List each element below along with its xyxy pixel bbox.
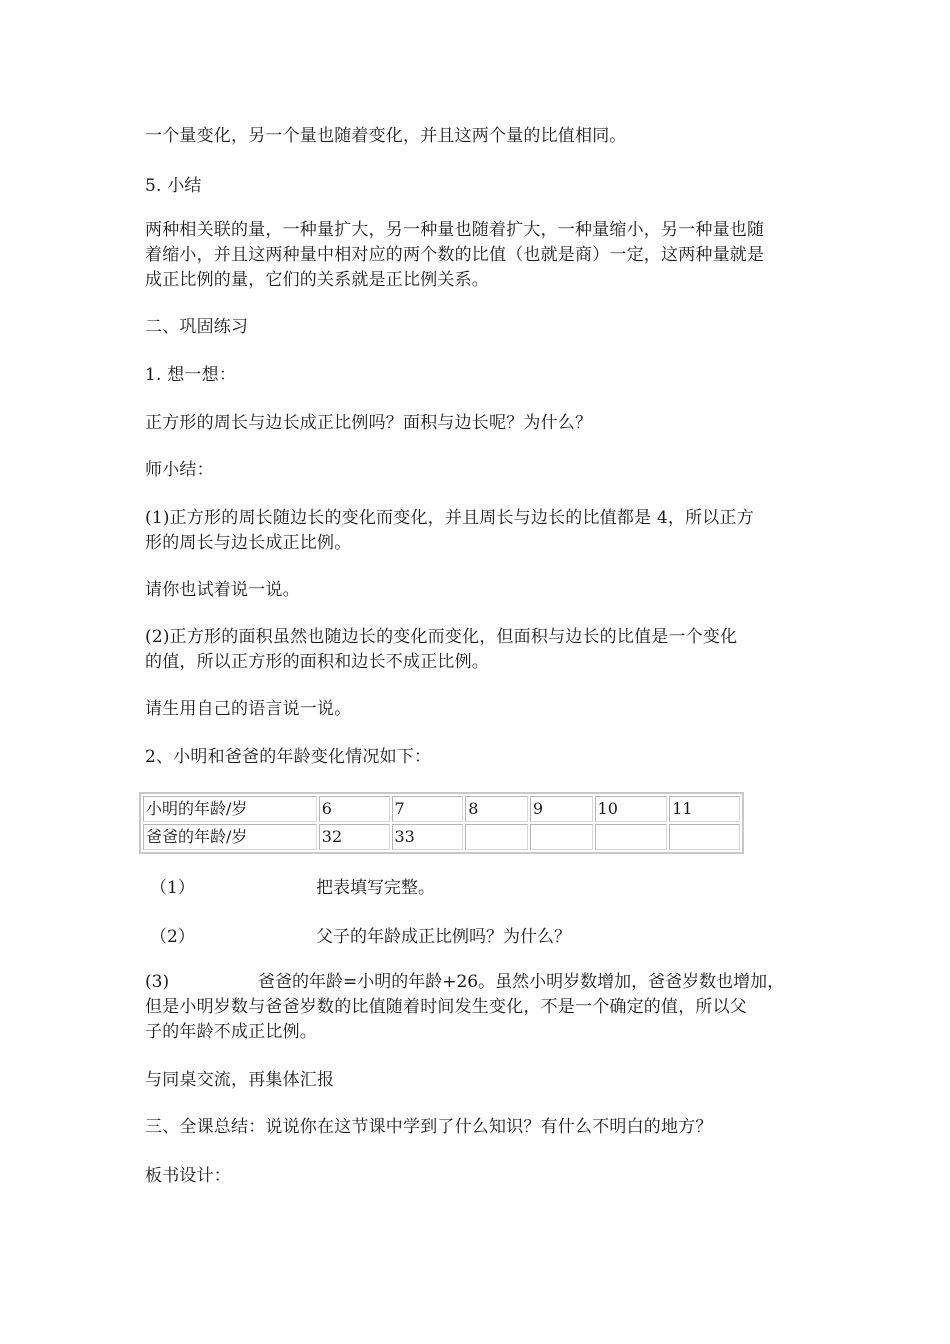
table-cell (465, 824, 528, 850)
paragraph-line: 但是小明岁数与爸爸岁数的比值随着时间发生变化，不是一个确定的值，所以父 (145, 997, 747, 1017)
question-number: (3) (145, 972, 170, 992)
table-cell (595, 824, 668, 850)
question-line: 正方形的周长与边长成正比例吗？面积与边长呢？为什么？ (145, 413, 593, 433)
paragraph-line: 一个量变化，另一个量也随着变化，并且这两个量的比值相同。 (145, 126, 627, 146)
question-text: 爸爸的年龄=小明的年龄+26。虽然小明岁数增加，爸爸岁数也增加， (258, 972, 785, 992)
table-cell: 8 (465, 796, 528, 822)
section-heading: 5. 小结 (145, 176, 202, 196)
table-cell: 9 (530, 796, 593, 822)
answer-paragraph (145, 625, 810, 675)
paragraph-line: 板书设计： (145, 1166, 231, 1186)
table-cell: 32 (319, 824, 390, 850)
age-table (139, 792, 744, 854)
paragraph-line: 的值，所以正方形的面积和边长不成正比例。 (145, 652, 489, 672)
paragraph-line: 与同桌交流，再集体汇报 (145, 1070, 335, 1090)
paragraph-line: (1)正方形的周长随边长的变化而变化，并且周长与边长的比值都是 4，所以正方 (145, 508, 754, 528)
paragraph-line: 成正比例的量，它们的关系就是正比例关系。 (145, 270, 489, 290)
paragraph-line: 师小结： (145, 460, 214, 480)
paragraph-line: 形的周长与边长成正比例。 (145, 533, 352, 553)
table-cell: 33 (392, 824, 464, 850)
paragraph-line: 着缩小，并且这两种量中相对应的两个数的比值（也就是商）一定，这两种量就是 (145, 245, 765, 265)
subsection-heading: 1. 想一想： (145, 365, 237, 385)
table-cell: 10 (595, 796, 668, 822)
question-number: （1） (150, 878, 195, 898)
row-label: 爸爸的年龄/岁 (143, 824, 317, 850)
paragraph-line: 两种相关联的量，一种量扩大，另一种量也随着扩大，一种量缩小，另一种量也随 (145, 220, 765, 240)
section-heading: 三、全课总结：说说你在这节课中学到了什么知识？有什么不明白的地方？ (145, 1117, 713, 1137)
table-cell: 7 (392, 796, 464, 822)
question-text: 父子的年龄成正比例吗？为什么？ (316, 927, 571, 947)
table-cell: 6 (319, 796, 390, 822)
table-cell: 11 (669, 796, 740, 822)
table-row (143, 824, 740, 850)
paragraph-line: 请生用自己的语言说一说。 (145, 699, 352, 719)
question-text: 把表填写完整。 (316, 878, 435, 898)
answer-paragraph (145, 506, 810, 556)
paragraph-line: 2、小明和爸爸的年龄变化情况如下： (145, 747, 432, 767)
paragraph-line: 子的年龄不成正比例。 (145, 1022, 317, 1042)
table-row (143, 796, 740, 822)
table-cell (530, 824, 593, 850)
paragraph-line: (2)正方形的面积虽然也随边长的变化而变化，但面积与边长的比值是一个变化 (145, 627, 738, 647)
summary-paragraph (145, 218, 810, 293)
answer-paragraph (145, 995, 810, 1045)
paragraph-line: 请你也试着说一说。 (145, 580, 300, 600)
question-number: （2） (150, 927, 195, 947)
table-cell (669, 824, 740, 850)
row-label: 小明的年龄/岁 (143, 796, 317, 822)
section-heading: 二、巩固练习 (145, 317, 249, 337)
